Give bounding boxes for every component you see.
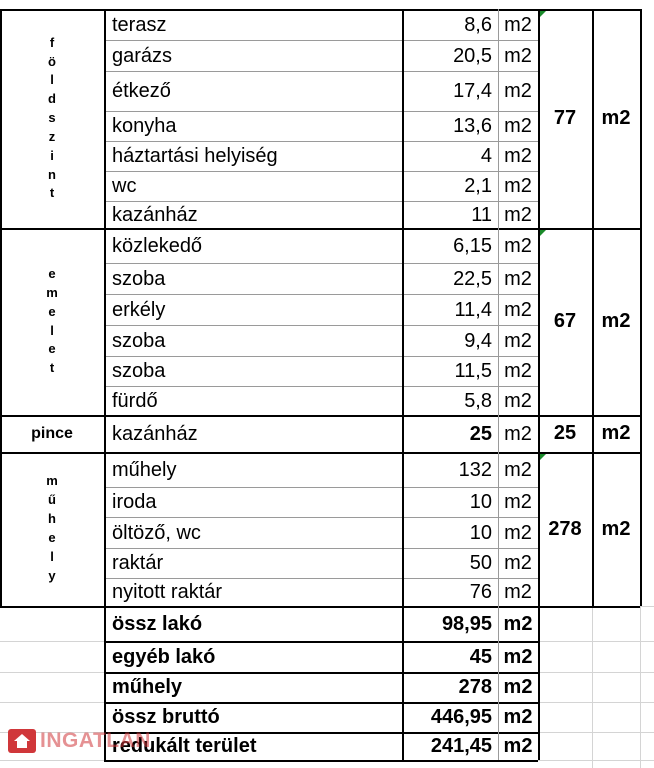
section-label-3: m ű h e l y [46,473,58,583]
row-value: 25 [469,422,492,445]
row-value: 132 [458,458,492,481]
row-unit: m2 [504,298,532,321]
grid-line [104,672,538,674]
summary-unit: m2 [503,612,533,635]
row-unit: m2 [504,389,532,412]
grid-line [104,702,538,704]
section-total: 278 [548,517,582,540]
section-label-0: f ö l d s z i n t [48,34,56,201]
section-total: 67 [553,310,577,332]
grid-line [0,452,640,454]
row-value: 11,5 [454,360,492,382]
grid-line [0,228,640,230]
grid-line [104,294,538,295]
section-total: 25 [553,422,577,444]
comment-marker-icon [539,229,547,237]
grid-line [104,606,538,608]
row-name: étkező [112,80,171,102]
row-name: szoba [112,329,166,352]
section-total-unit: m2 [601,107,631,129]
row-value: 11 [471,203,492,226]
row-value: 2,1 [464,175,492,197]
row-name: szoba [112,267,166,290]
watermark [8,729,151,753]
house-logo-icon [8,729,36,753]
grid-line [104,111,538,112]
section-label-1: e m e l e t [46,265,58,376]
row-name: iroda [112,491,157,513]
grid-line [538,641,654,642]
grid-line [104,487,538,488]
grid-line [538,672,654,673]
row-name: öltöző, wc [112,521,201,544]
row-name: wc [112,175,137,197]
row-unit: m2 [504,175,532,197]
grid-line [538,760,654,761]
row-name: kazánház [112,203,198,226]
grid-line [104,325,538,326]
section-total-unit: m2 [601,422,631,444]
comment-marker-icon [539,453,547,461]
row-unit: m2 [504,13,532,36]
row-unit: m2 [504,581,532,603]
grid-line [538,732,654,733]
row-name: kazánház [112,422,198,445]
row-unit: m2 [504,234,532,257]
grid-line [104,171,538,172]
section-label-pince: pince [31,424,73,442]
row-unit: m2 [504,521,532,544]
row-unit: m2 [504,329,532,352]
grid-line [498,9,499,760]
row-value: 11,4 [454,298,492,321]
grid-line [640,9,642,606]
row-value: 50 [469,552,492,574]
row-name: raktár [112,552,164,574]
grid-line [104,517,538,518]
grid-line [104,141,538,142]
row-name: konyha [112,115,177,137]
grid-line [592,9,594,606]
grid-line [104,732,538,734]
grid-line [0,702,104,703]
grid-line [0,9,640,11]
watermark-text: INGATLAN [40,729,151,752]
grid-line [104,356,538,357]
row-value: 8,6 [464,13,492,36]
summary-value: 446,95 [430,706,492,728]
grid-line [0,641,104,642]
grid-line [104,9,106,760]
row-value: 6,15 [453,234,492,257]
row-name: nyitott raktár [112,581,223,603]
summary-value: 278 [458,676,492,698]
row-value: 9,4 [464,329,492,352]
row-value: 5,8 [464,389,492,412]
row-name: háztartási helyiség [112,145,278,167]
row-value: 22,5 [453,267,492,290]
section-total: 77 [553,107,577,129]
summary-unit: m2 [503,706,533,728]
row-value: 10 [469,491,492,513]
summary-name: műhely [112,676,183,698]
row-value: 10 [469,521,492,544]
summary-unit: m2 [503,676,533,698]
row-value: 20,5 [453,44,492,67]
row-name: erkély [112,298,166,321]
row-name: közlekedő [112,234,203,257]
grid-line [104,760,538,762]
row-unit: m2 [504,203,532,226]
row-unit: m2 [504,552,532,574]
summary-value: 241,45 [430,735,492,757]
row-name: terasz [112,13,167,36]
row-value: 13,6 [453,115,492,137]
grid-line [104,548,538,549]
section-total-unit: m2 [601,517,631,540]
row-unit: m2 [504,115,532,137]
grid-line [538,702,654,703]
summary-name: egyéb lakó [112,645,216,668]
row-unit: m2 [504,360,532,382]
summary-unit: m2 [503,645,533,668]
row-name: műhely [112,458,177,481]
grid-line [104,201,538,202]
summary-name: össz lakó [112,612,203,635]
grid-line [104,263,538,264]
grid-line [640,606,641,768]
grid-line [0,415,640,417]
grid-line [104,71,538,72]
grid-line [0,760,104,761]
section-total-unit: m2 [601,310,631,332]
grid-line [104,40,538,41]
grid-line [104,578,538,579]
row-name: szoba [112,360,166,382]
grid-line [104,386,538,387]
summary-value: 45 [469,645,492,668]
row-unit: m2 [504,145,532,167]
summary-name: redukált terület [112,735,257,757]
row-unit: m2 [504,44,532,67]
row-value: 17,4 [453,80,492,102]
summary-unit: m2 [503,735,533,757]
row-unit: m2 [504,267,532,290]
row-unit: m2 [504,458,532,481]
grid-line [592,606,593,768]
row-name: fürdő [112,389,158,412]
row-value: 4 [480,145,492,167]
row-value: 76 [469,581,492,603]
row-unit: m2 [504,80,532,102]
summary-value: 98,95 [441,612,492,635]
grid-line [402,9,404,760]
grid-line [538,9,540,760]
row-name: garázs [112,44,173,67]
grid-line [0,9,2,606]
row-unit: m2 [504,491,532,513]
row-unit: m2 [504,422,532,445]
summary-name: össz bruttó [112,706,220,728]
grid-line [104,641,538,643]
grid-line [0,672,104,673]
comment-marker-icon [539,10,547,18]
